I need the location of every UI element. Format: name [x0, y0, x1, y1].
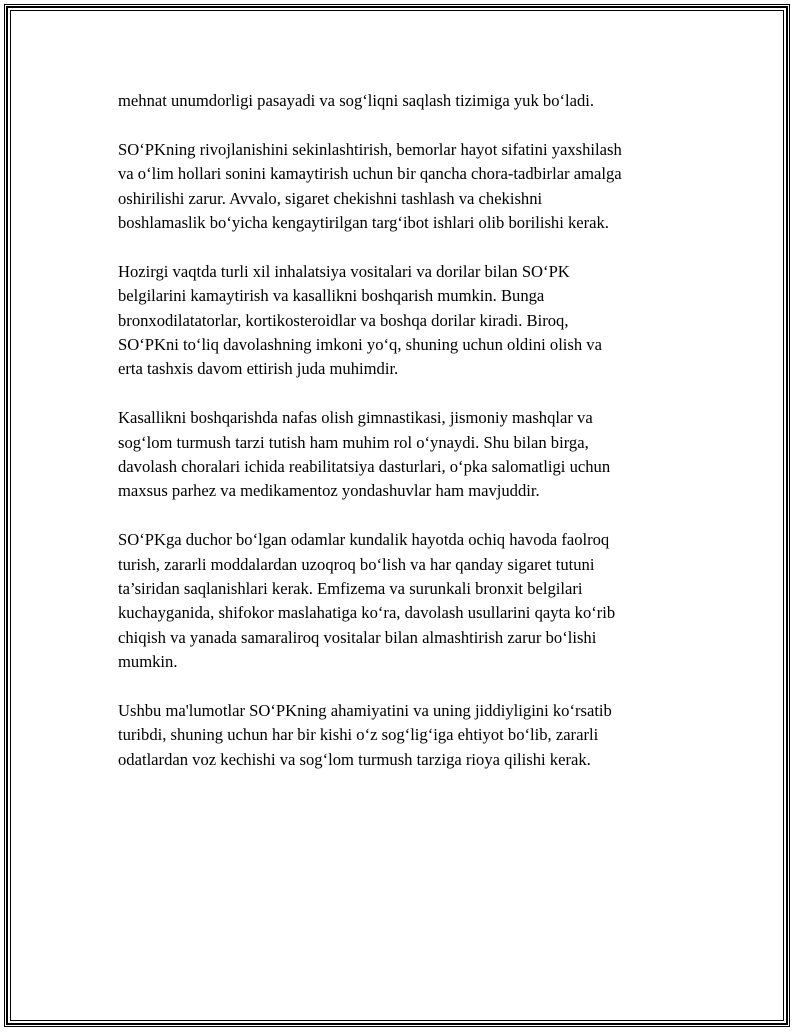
- text-line: va o‘lim hollari sonini kamaytirish uchun bir qancha chora-tadbirlar amalga: [118, 164, 622, 184]
- text-line: ta’siridan saqlanishlari kerak. Emfizema va surunkali bronxit belgilari: [118, 579, 583, 599]
- paragraph-2: [118, 138, 688, 236]
- text-line: mehnat unumdorligi pasayadi va sog‘liqni saqlash tizimiga yuk bo‘ladi.: [118, 91, 595, 110]
- text-line: davolash choralari ichida reabilitatsiya dasturlari, o‘pka salomatligi uchun: [118, 457, 611, 477]
- text-line: turish, zararli moddalardan uzoqroq bo‘lish va har qanday sigaret tutuni: [118, 554, 595, 574]
- text-line: chiqish va yanada samaraliroq vositalar bilan almashtirish zarur bo‘lishi: [118, 627, 597, 647]
- paragraph-1: [118, 89, 688, 113]
- text-line: sog‘lom turmush tarzi tutish ham muhim rol o‘ynaydi. Shu bilan birga,: [118, 432, 589, 452]
- text-line: turibdi, shuning uchun har bir kishi o‘z sog‘lig‘iga ehtiyot bo‘lib, zararli: [118, 725, 599, 745]
- text-line: SO‘PKga duchor bo‘lgan odamlar kundalik hayotda ochiq havoda faolroq: [118, 530, 610, 550]
- text-line: boshlamaslik bo‘yicha kengaytirilgan targ‘ibot ishlari olib borilishi kerak.: [118, 213, 609, 233]
- paragraph-6: [118, 699, 688, 772]
- text-line: mumkin.: [118, 652, 178, 672]
- text-line: maxsus parhez va medikamentoz yondashuvlar ham mavjuddir.: [118, 481, 540, 501]
- text-line: erta tashxis davom ettirish juda muhimdir.: [118, 359, 399, 379]
- text-line: oshirilishi zarur. Avvalo, sigaret chekishni tashlash va chekishni: [118, 188, 543, 208]
- text-line: SO‘PKni to‘liq davolashning imkoni yo‘q, shuning uchun oldini olish va: [118, 335, 602, 355]
- text-line: odatlardan voz kechishi va sog‘lom turmush tarziga rioya qilishi kerak.: [118, 749, 591, 769]
- paragraph-4: [118, 406, 688, 504]
- text-line: Hozirgi vaqtda turli xil inhalatsiya vositalari va dorilar bilan SO‘PK: [118, 261, 570, 281]
- text-line: belgilarini kamaytirish va kasallikni boshqarish mumkin. Bunga: [118, 286, 545, 306]
- text-line: Kasallikni boshqarishda nafas olish gimnastikasi, jismoniy mashqlar va: [118, 408, 593, 428]
- text-line: kuchayganida, shifokor maslahatiga ko‘ra, davolash usullarini qayta ko‘rib: [118, 603, 616, 623]
- text-line: Ushbu ma'lumotlar SO‘PKning ahamiyatini va uning jiddiyligini ko‘rsatib: [118, 701, 612, 721]
- paragraph-3: [118, 260, 688, 382]
- document-body: [118, 89, 688, 797]
- paragraph-5: [118, 528, 688, 674]
- text-line: SO‘PKning rivojlanishini sekinlashtirish, bemorlar hayot sifatini yaxshilash: [118, 139, 622, 159]
- text-line: bronxodilatatorlar, kortikosteroidlar va boshqa dorilar kiradi. Biroq,: [118, 310, 569, 330]
